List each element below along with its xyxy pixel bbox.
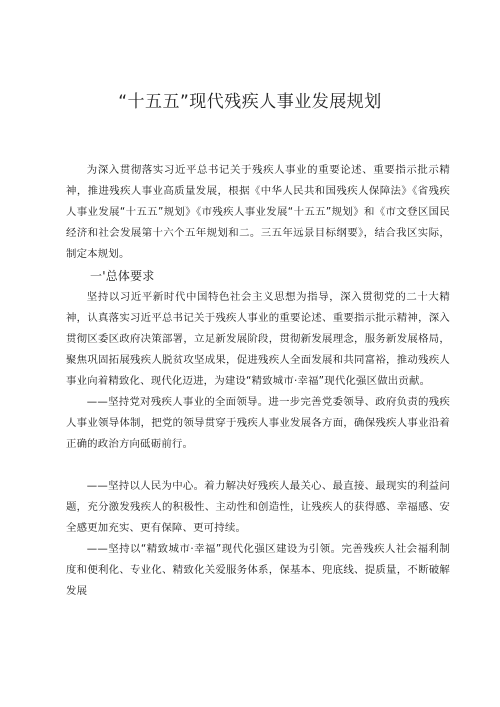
section-heading-overall-requirements: 一'总体要求 [90,269,155,283]
guiding-ideology-paragraph: 坚持以习近平新时代中国特色社会主义思想为指导，深入贯彻党的二十大精神，认真落实习近平总书记关于残疾人事业的重要论述、重要指示批示精神，深入贯彻区委区政府决策部署，立足新发展阶段，贯彻新发展理念，服务新发展格局，聚焦巩固拓展残疾人脱贫攻坚成果，促进残疾人全面发展和共同富裕，推动残疾人事业向着精致化、现代化迈进，为建设“精致城市·幸福”现代化强区做出贡献。 [66,291,450,387]
intro-paragraph: 为深入贯彻落实习近平总书记关于残疾人事业的重要论述、重要指示批示精神，推进残疾人事业高质量发展，根据《中华人民共和国残疾人保障法》《省残疾人事业发展“十五五”规划》《市残疾人事业发展“十五五”规划》和《市文登区国民经济和社会发展第十六个五年规划和二。三五年远景目标纲要》，结合我区实际，制定本规划。 [66,164,450,260]
principle-modernization-lead: ——坚持以“精致城市·幸福”现代化强区建设为引领。完善残疾人社会福利制度和便利化、专业化、精致化关爱服务体系，保基本、兜底线、提质量，不断破解发展 [66,543,450,597]
principle-party-leadership: ——坚持党对残疾人事业的全面领导。进一步完善党委领导、政府负责的残疾人事业领导体制，把党的领导贯穿于残疾人事业发展各方面，确保残疾人事业沿着正确的政治方向砥砺前行。 [66,396,450,450]
principle-people-centered: ——坚持以人民为中心。着力解决好残疾人最关心、最直接、最现实的利益问题，充分激发残疾人的积极性、主动性和创造性，让残疾人的获得感、幸福感、安全感更加充实、更有保障、更可持续。 [66,480,450,534]
document-title: “十五五”现代残疾人事业发展规划 [118,92,382,112]
document-body [0,160,500,602]
